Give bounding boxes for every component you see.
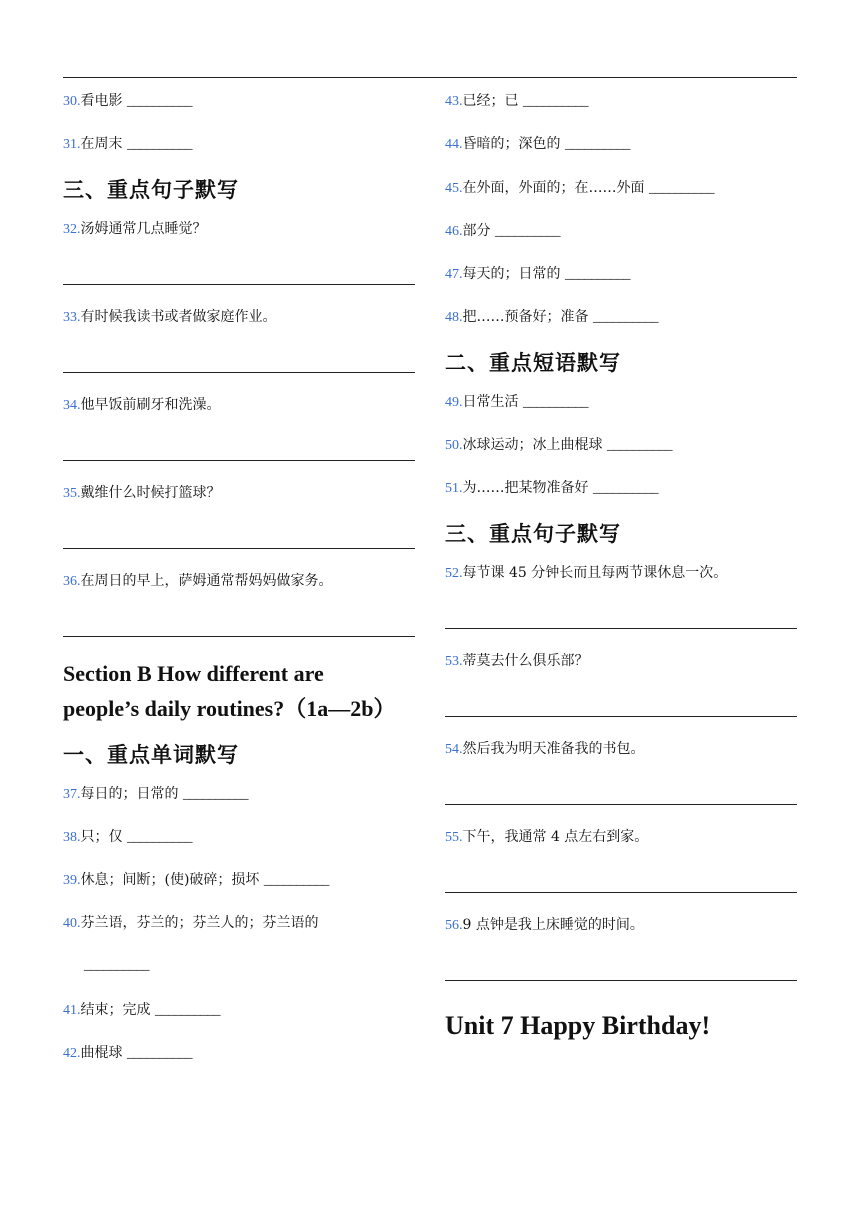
answer-blank[interactable]: __________ <box>494 223 560 239</box>
sentence-item-35: 35.戴维什么时候打篮球？ <box>63 484 221 501</box>
heading-key-words: 一、重点单词默写 <box>63 741 239 767</box>
vocab-item-41: 41.结束；完成 __________ <box>63 1001 220 1018</box>
answer-line[interactable] <box>445 804 797 805</box>
answer-blank[interactable]: __________ <box>522 394 588 410</box>
heading-key-sentences: 三、重点句子默写 <box>63 176 239 202</box>
right-column <box>445 88 797 1043</box>
answer-blank[interactable]: __________ <box>126 1046 192 1062</box>
page-top-rule <box>63 77 797 78</box>
vocab-item-48: 48.把……预备好；准备 __________ <box>445 309 658 326</box>
section-b-title: Section B How different are people’s daily routines?（1a—2b） <box>63 660 396 721</box>
answer-blank[interactable]: __________ <box>154 1002 220 1018</box>
heading-key-sentences: 三、重点句子默写 <box>445 520 621 546</box>
answer-line[interactable] <box>445 628 797 629</box>
vocab-item-31: 31.在周末 __________ <box>63 136 192 153</box>
answer-blank[interactable]: __________ <box>592 310 658 326</box>
answer-blank[interactable]: __________ <box>648 180 714 196</box>
vocab-item-40: 40.芬兰语，芬兰的；芬兰人的；芬兰语的 __________ <box>63 910 415 979</box>
answer-line[interactable] <box>63 636 415 637</box>
answer-line[interactable] <box>445 980 797 981</box>
answer-blank[interactable]: __________ <box>564 137 630 153</box>
answer-blank[interactable]: __________ <box>126 829 192 845</box>
answer-blank[interactable]: __________ <box>84 958 149 974</box>
answer-blank[interactable]: __________ <box>592 481 658 497</box>
heading-key-phrases: 二、重点短语默写 <box>445 349 621 375</box>
answer-blank[interactable]: __________ <box>126 94 192 109</box>
answer-line[interactable] <box>63 284 415 285</box>
answer-blank[interactable]: __________ <box>606 438 672 454</box>
sentence-item-32: 32.汤姆通常几点睡觉？ <box>63 220 207 237</box>
sentence-item-55: 55.下午，我通常 4 点左右到家。 <box>445 828 649 845</box>
answer-blank[interactable]: __________ <box>263 873 329 889</box>
phrase-item-50: 50.冰球运动；冰上曲棍球 __________ <box>445 437 672 454</box>
left-column <box>63 88 415 1083</box>
answer-blank[interactable]: __________ <box>522 94 588 109</box>
vocab-item-45: 45.在外面，外面的；在……外面 __________ <box>445 179 714 196</box>
answer-line[interactable] <box>445 892 797 893</box>
unit-title: Unit 7 Happy Birthday! <box>445 1010 711 1040</box>
phrase-item-51: 51.为……把某物准备好 __________ <box>445 480 658 497</box>
vocab-item-47: 47.每天的；日常的 __________ <box>445 266 630 283</box>
sentence-item-52: 52.每节课 45 分钟长而且每两节课休息一次。 <box>445 564 728 581</box>
answer-line[interactable] <box>63 460 415 461</box>
vocab-item-39: 39.休息；间断；(使)破碎；损坏 __________ <box>63 872 329 889</box>
vocab-item-44: 44.昏暗的；深色的 __________ <box>445 136 630 153</box>
answer-blank[interactable]: __________ <box>126 137 192 153</box>
answer-line[interactable] <box>63 372 415 373</box>
vocab-item-38: 38.只；仅 __________ <box>63 828 192 845</box>
sentence-item-36: 36.在周日的早上，萨姆通常帮妈妈做家务。 <box>63 572 333 589</box>
vocab-item-46: 46.部分 __________ <box>445 222 560 239</box>
sentence-item-53: 53.蒂莫去什么俱乐部？ <box>445 652 589 669</box>
vocab-item-43: 43.已经；已 __________ <box>445 93 588 109</box>
sentence-item-33: 33.有时候我读书或者做家庭作业。 <box>63 308 277 325</box>
vocab-item-30: 30.看电影 __________ <box>63 93 192 109</box>
answer-line[interactable] <box>445 716 797 717</box>
answer-blank[interactable]: __________ <box>182 786 248 802</box>
sentence-item-56: 56.9 点钟是我上床睡觉的时间。 <box>445 916 644 933</box>
vocab-item-37: 37.每日的；日常的 __________ <box>63 785 248 802</box>
sentence-item-34: 34.他早饭前刷牙和洗澡。 <box>63 396 221 413</box>
vocab-item-42: 42.曲棍球 __________ <box>63 1045 192 1062</box>
answer-line[interactable] <box>63 548 415 549</box>
answer-blank[interactable]: __________ <box>564 267 630 283</box>
sentence-item-54: 54.然后我为明天准备我的书包。 <box>445 740 645 757</box>
phrase-item-49: 49.日常生活 __________ <box>445 393 588 410</box>
